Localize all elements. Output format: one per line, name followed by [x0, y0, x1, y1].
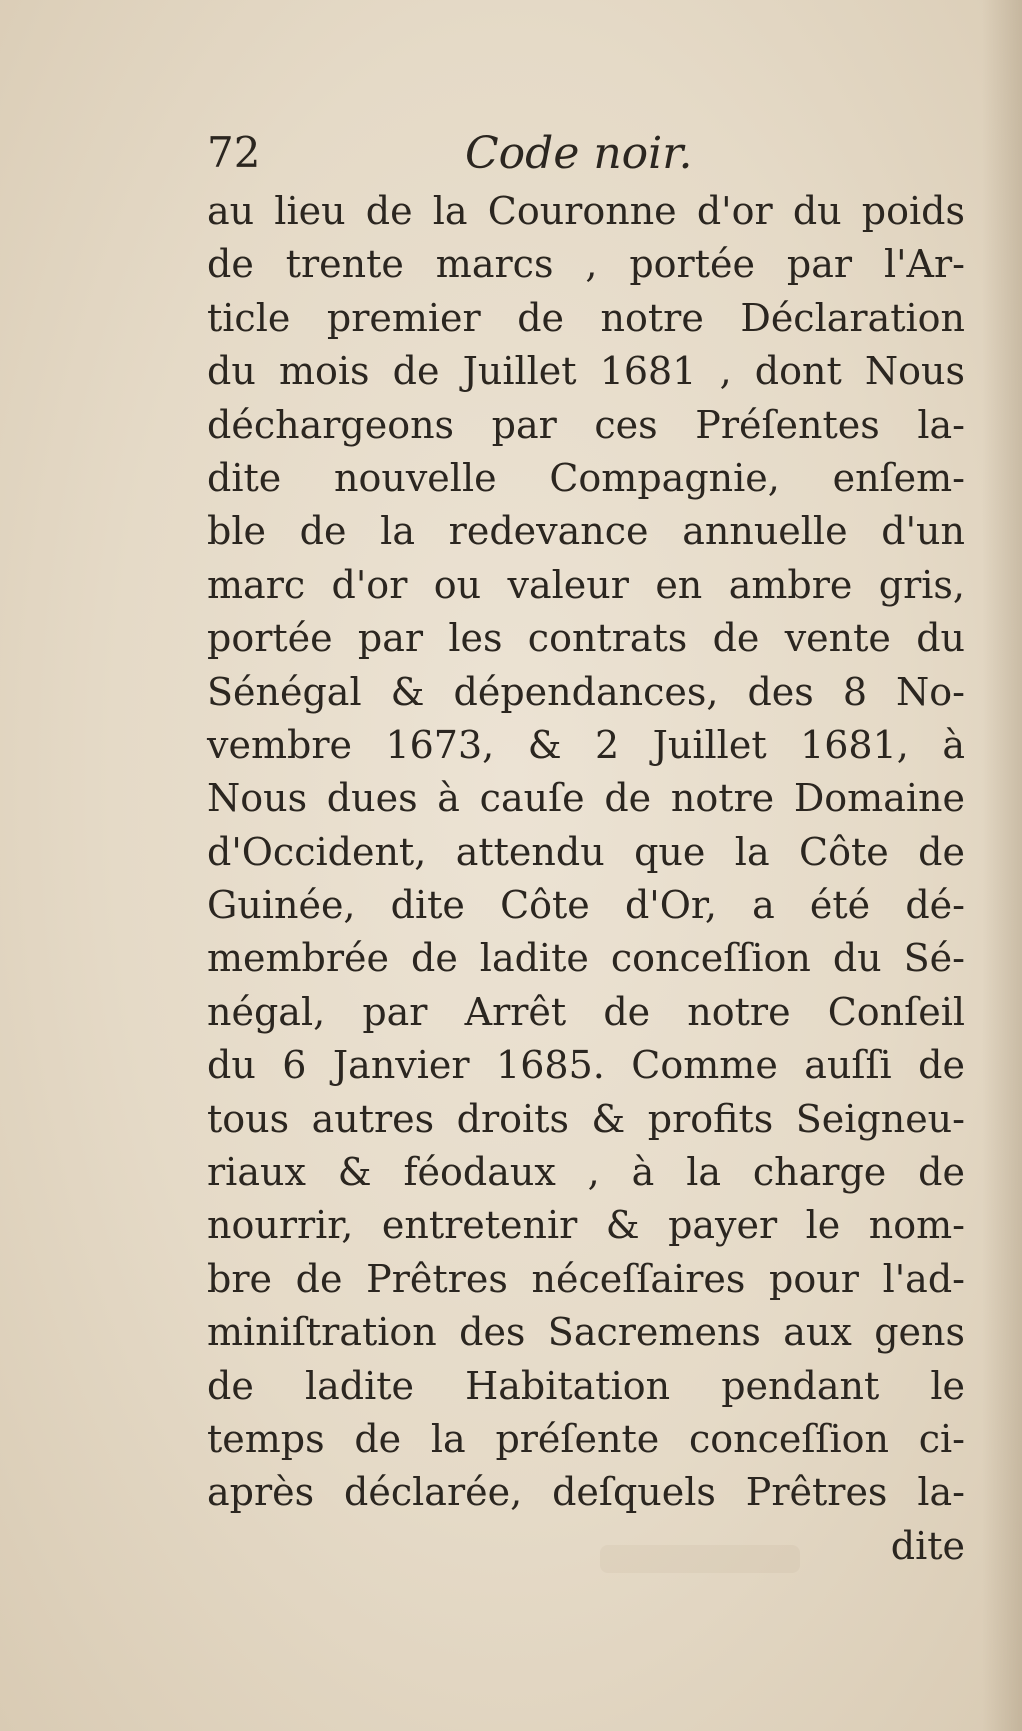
text-line: d'Occident, attendu que la Côte de — [207, 829, 965, 874]
body-text — [207, 185, 965, 1573]
text-line: membrée de ladite conceſſion du Sé- — [207, 936, 965, 981]
text-line: ticle premier de notre Déclaration — [207, 295, 965, 340]
running-head: Code noir. — [465, 128, 693, 179]
text-line: tous autres droits & profits Seigneu- — [207, 1096, 965, 1141]
text-line: Nous dues à cauſe de notre Domaine — [207, 776, 965, 821]
text-line: bre de Prêtres néceſſaires pour l'ad- — [207, 1256, 965, 1301]
page-header — [207, 128, 967, 188]
show-through-smudge — [600, 1545, 800, 1573]
text-line: de trente marcs , portée par l'Ar- — [207, 242, 965, 287]
text-line: négal, par Arrêt de notre Conſeil — [207, 989, 965, 1034]
text-line: dite nouvelle Compagnie, enſem- — [207, 455, 965, 500]
text-line: nourrir, entretenir & payer le nom- — [207, 1203, 965, 1248]
text-line: déchargeons par ces Préſentes la- — [207, 402, 965, 447]
text-line: riaux & féodaux , à la charge de — [207, 1150, 965, 1195]
text-line: portée par les contrats de vente du — [207, 616, 965, 661]
text-line: vembre 1673, & 2 Juillet 1681, à — [207, 722, 965, 767]
catchword: dite — [890, 1523, 965, 1568]
text-line: du 6 Janvier 1685. Comme auſſi de — [207, 1043, 965, 1088]
text-line: Guinée, dite Côte d'Or, a été dé- — [207, 883, 965, 928]
text-line: temps de la préſente conceſſion ci- — [207, 1416, 965, 1461]
text-line: ble de la redevance annuelle d'un — [207, 509, 965, 554]
text-line: du mois de Juillet 1681 , dont Nous — [207, 349, 965, 394]
text-line: de ladite Habitation pendant le — [207, 1363, 965, 1408]
text-line: après déclarée, deſquels Prêtres la- — [207, 1470, 965, 1515]
text-line: marc d'or ou valeur en ambre gris, — [207, 562, 965, 607]
text-line: au lieu de la Couronne d'or du poids — [207, 189, 965, 233]
page-number: 72 — [207, 128, 261, 177]
text-line: Sénégal & dépendances, des 8 No- — [207, 669, 965, 714]
text-line: miniſtration des Sacremens aux gens — [207, 1310, 965, 1355]
